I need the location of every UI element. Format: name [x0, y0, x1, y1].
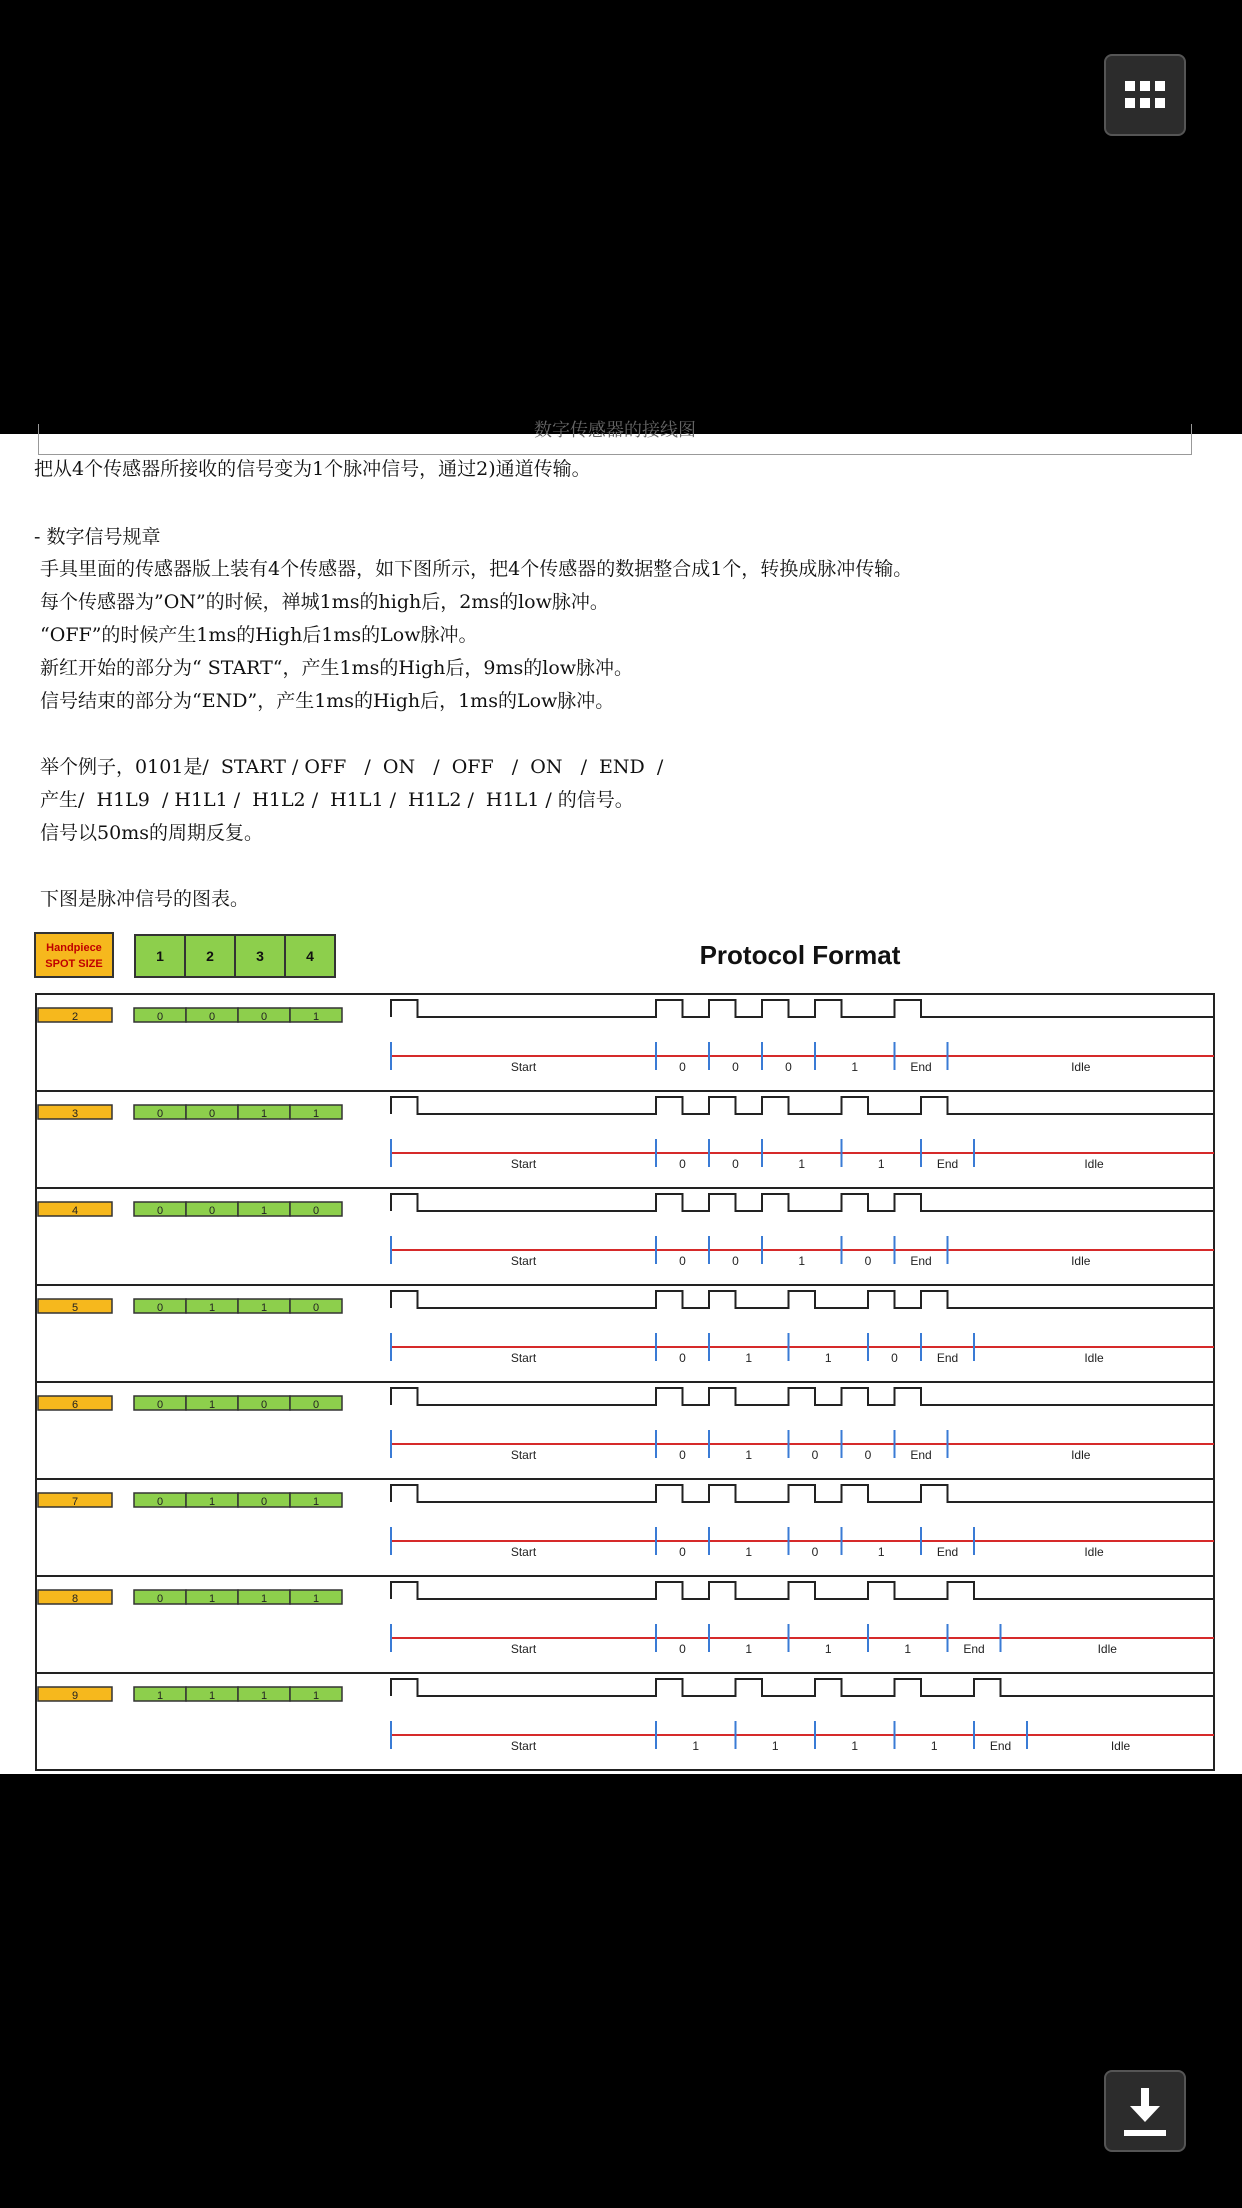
start-label: Start: [510, 1157, 537, 1171]
spot-size-value: 8: [71, 1593, 79, 1605]
start-label: Start: [510, 1448, 537, 1462]
rule-line: 手具里面的传感器版上装有4个传感器，如下图所示，把4个传感器的数据整合成1个，转换成脉冲传输。: [34, 558, 913, 580]
bit-label: 1: [745, 1642, 753, 1656]
bit-value: 0: [260, 1011, 268, 1023]
pulse-waveform: [391, 1291, 1214, 1308]
bit-label: 0: [732, 1157, 739, 1171]
bit-label: 0: [679, 1545, 686, 1559]
example-line: 信号以50ms的周期反复。: [34, 822, 263, 844]
bit-value: 0: [260, 1399, 268, 1411]
bit-value: 0: [156, 1496, 164, 1508]
bit-value: 0: [312, 1205, 320, 1217]
protocol-title: Protocol Format: [699, 940, 901, 970]
example-line: 举个例子，0101是/ START / OFF / ON / OFF / ON / END /: [34, 756, 664, 778]
idle-label: Idle: [1110, 1739, 1131, 1753]
protocol-table: [0, 434, 1242, 1774]
bit-label: 1: [745, 1351, 753, 1365]
end-label: End: [963, 1642, 985, 1656]
rule-line: 新红开始的部分为“ START“，产生1ms的High后，9ms的low脉冲。: [34, 657, 634, 679]
pulse-waveform: [391, 1582, 1214, 1599]
bit-label: 1: [692, 1739, 700, 1753]
bit-label: 1: [851, 1739, 859, 1753]
bit-value: 1: [156, 1690, 164, 1702]
bit-value: 0: [312, 1302, 320, 1314]
bit-label: 0: [679, 1157, 686, 1171]
bit-value: 1: [312, 1108, 320, 1120]
bit-value: 1: [260, 1690, 268, 1702]
pulse-waveform: [391, 1679, 1214, 1696]
rule-line: “OFF”的时候产生1ms的High后1ms的Low脉冲。: [34, 624, 478, 646]
bit-value: 1: [260, 1593, 268, 1605]
idle-label: Idle: [1097, 1642, 1117, 1656]
bit-value: 1: [208, 1690, 216, 1702]
download-icon: [1104, 2070, 1186, 2152]
bit-label: 1: [771, 1739, 779, 1753]
chart-intro: 下图是脉冲信号的图表。: [34, 888, 250, 910]
bit-value: 0: [208, 1108, 216, 1120]
bit-label: 1: [877, 1157, 885, 1171]
bit-value: 0: [156, 1011, 164, 1023]
start-label: Start: [510, 1739, 537, 1753]
bit-label: 1: [745, 1545, 753, 1559]
bit-label: 1: [877, 1545, 885, 1559]
bit-label: 0: [864, 1254, 872, 1268]
pulse-waveform: [391, 1388, 1214, 1405]
pulse-waveform: [391, 1485, 1214, 1502]
sensor-header-cell: 1: [136, 936, 186, 976]
idle-label: Idle: [1071, 1060, 1091, 1074]
bit-label: 0: [679, 1642, 686, 1656]
spot-size-value: 7: [71, 1496, 79, 1508]
spot-size-value: 3: [71, 1108, 79, 1120]
sensor-header-cell: 2: [186, 936, 236, 976]
section-title: - 数字信号规章: [34, 526, 161, 548]
bit-label: 0: [732, 1060, 739, 1074]
bit-value: 1: [208, 1399, 216, 1411]
start-label: Start: [510, 1060, 537, 1074]
idle-label: Idle: [1084, 1351, 1104, 1365]
bit-label: 1: [851, 1060, 859, 1074]
bit-value: 1: [312, 1496, 320, 1508]
end-label: End: [910, 1448, 932, 1462]
sensor-header-cell: 4: [286, 936, 334, 976]
bit-value: 0: [156, 1108, 164, 1120]
bit-label: 0: [864, 1448, 872, 1462]
bit-label: 0: [732, 1254, 739, 1268]
bit-value: 0: [312, 1399, 320, 1411]
bit-label: 0: [679, 1351, 686, 1365]
bit-label: 0: [679, 1254, 686, 1268]
bit-value: 0: [208, 1205, 216, 1217]
diagram-caption: 数字传感器的接线图: [534, 420, 696, 441]
bit-value: 1: [208, 1496, 216, 1508]
pulse-waveform: [391, 1097, 1214, 1114]
rule-line: 每个传感器为”ON”的时候，禅城1ms的high后，2ms的low脉冲。: [34, 591, 609, 613]
example-line: 产生/ H1L9 / H1L1 / H1L2 / H1L1 / H1L2 / H1L1 / 的信号。: [34, 789, 634, 811]
bit-value: 0: [156, 1302, 164, 1314]
bit-value: 1: [208, 1302, 216, 1314]
end-label: End: [989, 1739, 1012, 1753]
idle-label: Idle: [1071, 1254, 1091, 1268]
download-button[interactable]: [1104, 2070, 1186, 2152]
bit-label: 1: [745, 1448, 753, 1462]
bit-label: 0: [679, 1448, 686, 1462]
bit-value: 1: [260, 1205, 268, 1217]
bit-value: 0: [156, 1399, 164, 1411]
bit-value: 1: [312, 1690, 320, 1702]
idle-label: Idle: [1084, 1545, 1104, 1559]
end-label: End: [936, 1545, 959, 1559]
bit-value: 0: [208, 1011, 216, 1023]
bit-value: 0: [156, 1593, 164, 1605]
idle-label: Idle: [1071, 1448, 1091, 1462]
bit-value: 1: [312, 1593, 320, 1605]
bit-label: 0: [891, 1351, 898, 1365]
document-image: [0, 420, 1242, 1774]
bit-value: 1: [260, 1302, 268, 1314]
bit-label: 1: [824, 1642, 832, 1656]
end-label: End: [910, 1254, 932, 1268]
bit-value: 0: [260, 1496, 268, 1508]
bit-label: 1: [798, 1157, 806, 1171]
spot-size-value: 2: [71, 1011, 79, 1023]
spot-size-value: 9: [71, 1690, 79, 1702]
handpiece-spot-size-label: Handpiece SPOT SIZE: [34, 932, 114, 978]
bit-value: 1: [208, 1593, 216, 1605]
grid-icon: [1125, 81, 1135, 91]
sensor-header-cell: 3: [236, 936, 286, 976]
bit-value: 0: [156, 1205, 164, 1217]
spot-size-value: 4: [71, 1205, 79, 1217]
bit-label: 0: [679, 1060, 686, 1074]
end-label: End: [910, 1060, 932, 1074]
bit-label: 0: [811, 1448, 819, 1462]
start-label: Start: [510, 1545, 537, 1559]
start-label: Start: [510, 1351, 537, 1365]
bit-label: 0: [811, 1545, 819, 1559]
bit-label: 1: [904, 1642, 912, 1656]
spot-size-value: 5: [71, 1302, 79, 1314]
spot-size-value: 6: [71, 1399, 79, 1411]
bit-label: 1: [798, 1254, 806, 1268]
start-label: Start: [510, 1254, 537, 1268]
bit-label: 0: [785, 1060, 792, 1074]
bit-label: 1: [930, 1739, 938, 1753]
idle-label: Idle: [1084, 1157, 1104, 1171]
end-label: End: [936, 1157, 959, 1171]
rule-line: 信号结束的部分为“END”，产生1ms的High后，1ms的Low脉冲。: [34, 690, 615, 712]
end-label: End: [936, 1351, 959, 1365]
pulse-waveform: [391, 1000, 1214, 1017]
start-label: Start: [510, 1642, 537, 1656]
bit-value: 1: [260, 1108, 268, 1120]
bit-value: 1: [312, 1011, 320, 1023]
pulse-waveform: [391, 1194, 1214, 1211]
intro-text: 把从4个传感器所接收的信号变为1个脉冲信号，通过2)通道传输。: [34, 458, 591, 480]
grid-menu-button[interactable]: [1104, 54, 1186, 136]
bit-label: 1: [824, 1351, 832, 1365]
